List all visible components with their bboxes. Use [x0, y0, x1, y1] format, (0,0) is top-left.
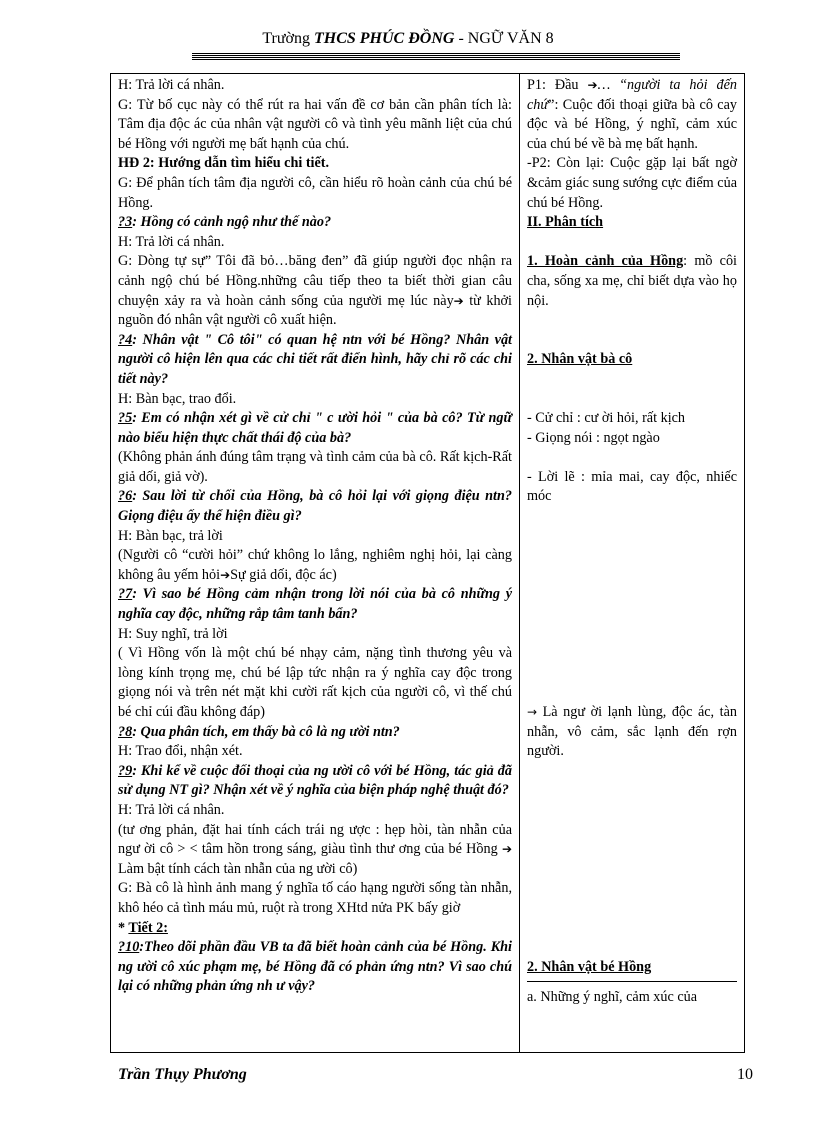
author-name: Trần Thụy Phương	[118, 1066, 247, 1083]
lesson-part-heading	[118, 919, 512, 939]
question-10	[118, 938, 512, 997]
question-text: :Theo dõi phần đầu VB ta đã biết hoàn cảnh của bé Hồng. Khi ng ười cô xúc phạm mẹ, bé Hồng đã có phản ứng ntn? Vì sao chú lại có những phản ứng nh ư vậy?	[118, 939, 512, 995]
question-number: ?6	[118, 488, 133, 505]
bullet-item: - Giọng nói : ngọt ngào	[527, 429, 660, 446]
text-line: H: Bàn bạc, trả lời	[118, 527, 223, 544]
arrow-right-icon: ➔	[587, 78, 598, 92]
bullet-item: - Lời lẽ : mỉa mai, cay độc, nhiếc móc	[527, 468, 737, 505]
spacer	[527, 507, 737, 703]
subheading: 2. Nhân vật bé Hồng	[527, 958, 652, 975]
text-segment: Làm bật tính cách tàn nhẫn của ng ười cô)	[118, 860, 358, 877]
text-segment: (Người cô “cười hỏi” chứ không lo lắng, nghiêm nghị hỏi, lại càng không âu yếm hỏi	[118, 547, 512, 583]
conclusion-text	[527, 703, 737, 762]
header-divider	[192, 53, 680, 60]
school-name: THCS PHÚC ĐỒNG	[313, 30, 455, 47]
activity-heading: HĐ 2: Hướng dẫn tìm hiểu chi tiết.	[118, 155, 330, 172]
question-7	[118, 585, 512, 624]
bullet-item: - Cử chỉ : cư ời hỏi, rất kịch	[527, 410, 686, 427]
text-line: H: Trả lời cá nhân.	[118, 233, 225, 250]
text-line: H: Trả lời cá nhân.	[118, 77, 225, 93]
subheading: 1. Hoàn cảnh của Hồng	[527, 253, 684, 270]
part-1-text	[527, 76, 737, 154]
question-number: ?7	[118, 586, 133, 603]
question-5	[118, 409, 512, 448]
spacer	[527, 762, 737, 958]
bullet-star: *	[118, 919, 129, 936]
question-text: : Sau lời từ chối của Hồng, bà cô hỏi lại với giọng điệu ntn? Giọng điệu ấy thể hiện điều gì?	[118, 488, 512, 525]
page-header	[0, 30, 816, 48]
text-line: G: Bà cô là hình ảnh mang ý nghĩa tố cáo hạng người sống tàn nhẫn, khô héo cả tình máu mủ, ruột rà trong XHtd nửa PK bấy giờ	[118, 880, 512, 916]
text-line	[118, 821, 512, 880]
question-number: ?9	[118, 762, 133, 779]
spacer	[527, 448, 737, 468]
page-number: 10	[737, 1066, 753, 1083]
question-number: ?5	[118, 410, 133, 427]
question-4	[118, 331, 512, 390]
subheading: 2. Nhân vật bà cô	[527, 351, 633, 368]
text-segment: : mồ côi cha, sống xa mẹ, chỉ biết dựa vào họ nội.	[527, 253, 737, 309]
text-segment: từ khởi nguồn đó nhân vật người cô xuất hiện.	[118, 292, 512, 329]
text-line: G: Từ bố cục này có thể rút ra hai vấn đề cơ bản cần phân tích là: Tâm địa độc ác của nhân vật người cô và tình yêu mãnh liệt của chú bé Hồng với người mẹ bất hạnh của chú.	[118, 96, 512, 152]
text-line	[118, 252, 512, 330]
text-segment: P1: Đầu	[527, 77, 579, 93]
question-text: : Vì sao bé Hồng cảm nhận trong lời nói của bà cô những ý nghĩa cay độc, những rắp tâm tanh bẩn?	[118, 586, 512, 623]
teaching-activities-column	[111, 74, 520, 1053]
lesson-table	[110, 73, 745, 1053]
question-3	[118, 213, 512, 233]
spacer	[527, 233, 737, 253]
text-line: H: Bàn bạc, trao đổi.	[118, 390, 237, 407]
lesson-part-label: Tiết 2:	[128, 919, 168, 936]
arrow-right-icon: ➔	[501, 842, 512, 857]
text-line: (Không phản ánh đúng tâm trạng và tình cảm của bà cô. Rất kịch-Rất giả dối, giả vờ).	[118, 449, 512, 485]
arrow-right-icon: →	[527, 705, 538, 720]
question-text: : Em có nhận xét gì về cử chỉ " c ười hỏi " của bà cô? Từ ngữ nào biểu hiện thực chất thái độ của bà?	[118, 410, 512, 446]
text-segment: G: Dòng tự sự” Tôi đã bỏ…băng đen” đã giúp người đọc nhận ra cảnh ngộ chú bé Hồng.những câu tiếp theo ta biết thời gian câu chuyện xảy ra và hoàn cảnh sống của người mẹ lúc này	[118, 253, 512, 309]
spacer	[527, 311, 737, 350]
lesson-content-column	[520, 74, 745, 1053]
quote-text: … “người ta hỏi đến chứ	[527, 77, 738, 113]
text-segment: (tư ơng phản, đặt hai tính cách trái ng ược : hẹp hòi, tàn nhẫn của ngư ời cô > < tâm hồn trong sáng, giàu tình thư ơng của bé Hồng	[118, 821, 512, 858]
question-number: ?3	[118, 214, 133, 231]
section-heading: II. Phân tích	[527, 214, 604, 231]
text-segment: Là ngư ời lạnh lùng, độc ác, tàn nhẫn, vô cảm, sắc lạnh đến rợn người.	[527, 704, 737, 760]
question-text: : Hồng có cảnh ngộ như thế nào?	[132, 214, 332, 231]
question-text: : Nhân vật " Cô tôi" có quan hệ ntn với bé Hồng? Nhân vật người cô hiện lên qua các chi tiết rất điển hình, hãy chỉ rõ các chi tiết này?	[118, 331, 512, 387]
text-line: a. Những ý nghĩ, cảm xúc của	[527, 981, 737, 1008]
arrow-right-icon: ➔	[453, 293, 464, 308]
text-segment: ”: Cuộc đối thoại giữa bà cô cay độc và bé Hồng, ý nghĩ, cảm xúc của chú bé về bà mẹ bất hạnh.	[527, 96, 737, 152]
part-2-text: -P2: Còn lại: Cuộc gặp lại bất ngờ &cảm giác sung sướng cực điểm của chú bé Hồng.	[527, 155, 737, 211]
spacer	[527, 370, 737, 409]
question-number: ?10	[118, 939, 140, 956]
arrow-right-icon: ➔	[220, 567, 231, 582]
question-text: : Qua phân tích, em thấy bà cô là ng ười ntn?	[132, 723, 400, 740]
text-line	[118, 546, 512, 585]
text-line: ( Vì Hồng vốn là một chú bé nhạy cảm, nặng tình thương yêu và lòng kính trọng mẹ, chú bé lập tức nhận ra ý nghĩa cay độc trong giọng nói và trên nét mặt khi cười rất kịch của người cô, vì thế chú bé chỉ cúi đầu không đáp)	[118, 645, 512, 720]
question-6	[118, 487, 512, 526]
question-text: : Khi kể về cuộc đối thoại của ng ười cô với bé Hồng, tác giả đã sử dụng NT gì? Nhận xét về ý nghĩa của biện pháp nghệ thuật đó?	[118, 762, 512, 799]
text-line: H: Suy nghĩ, trả lời	[118, 625, 228, 642]
text-line: H: Trao đổi, nhận xét.	[118, 743, 243, 760]
text-line: H: Trả lời cá nhân.	[118, 801, 225, 818]
text-line: G: Để phân tích tâm địa người cô, cần hiểu rõ hoàn cảnh của chú bé Hồng.	[118, 174, 512, 211]
question-8	[118, 723, 512, 743]
question-number: ?4	[118, 331, 133, 348]
question-9	[118, 762, 512, 801]
circumstance-text	[527, 252, 737, 311]
header-prefix: Trường	[262, 30, 314, 47]
header-subject: - NGỮ VĂN 8	[454, 30, 554, 47]
text-segment: Sự giả dối, độc ác)	[230, 566, 337, 583]
question-number: ?8	[118, 723, 133, 740]
